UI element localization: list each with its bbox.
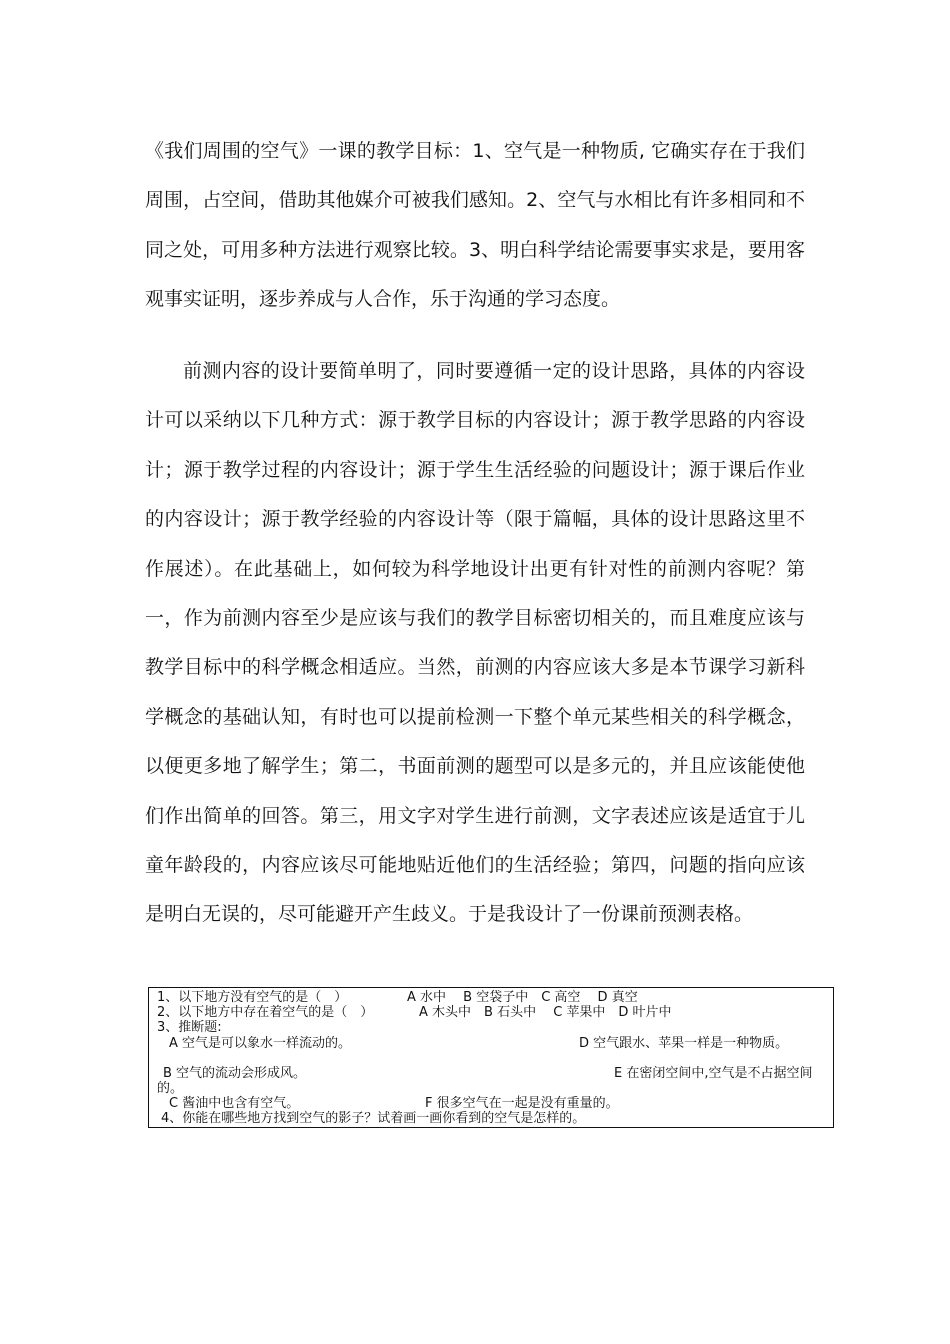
statement-e: E 在密闭空间中,空气是不占据空间 (614, 1066, 813, 1081)
pretest-table (148, 987, 834, 1128)
question-2-options: A 木头中 B 石头中 C 苹果中 D 叶片中 (419, 1005, 672, 1020)
statement-b: B 空气的流动会形成风。 (163, 1066, 307, 1081)
statement-e-continued: 的。 (157, 1081, 184, 1096)
statement-c: C 酱油中也含有空气。 (169, 1096, 300, 1111)
statement-d: D 空气跟水、苹果一样是一种物质。 (579, 1036, 789, 1051)
question-3: 3、推断题: (157, 1020, 222, 1035)
paragraph-teaching-goals: 《我们周围的空气》一课的教学目标：1、空气是一种物质, 它确实存在于我们周围，占空间，借助其他媒介可被我们感知。2、空气与水相比有许多相同和不同之处，可用多种方法进行观察比较。3、明白科学结论需要事实求是，要用客观事实证明，逐步养成与人合作，乐于沟通的学习态度。 (145, 140, 805, 311)
question-2: 2、以下地方中存在着空气的是（ ） (157, 1005, 374, 1020)
statement-f: F 很多空气在一起是没有重量的。 (425, 1096, 619, 1111)
question-1: 1、以下地方没有空气的是（ ） (157, 990, 348, 1005)
paragraph-pretest-design: 前测内容的设计要简单明了，同时要遵循一定的设计思路，具体的内容设计可以采纳以下几种方式：源于教学目标的内容设计；源于教学思路的内容设计；源于教学过程的内容设计；源于学生生活经验的问题设计；源于课后作业的内容设计；源于教学经验的内容设计等（限于篇幅，具体的设计思路这里不作展述）。在此基础上，如何较为科学地设计出更有针对性的前测内容呢？第一，作为前测内容至少是应该与我们的教学目标密切相关的，而且难度应该与教学目标中的科学概念相适应。当然，前测的内容应该大多是本节课学习新科学概念的基础认知，有时也可以提前检测一下整个单元某些相关的科学概念，以便更多地了解学生；第二，书面前测的题型可以是多元的，并且应该能使他们作出简单的回答。第三，用文字对学生进行前测，文字表述应该是适宜于儿童年龄段的，内容应该尽可能地贴近他们的生活经验；第四，问题的指向应该是明白无误的，尽可能避开产生歧义。于是我设计了一份课前预测表格。 (145, 360, 805, 926)
statement-a: A 空气是可以象水一样流动的。 (169, 1036, 352, 1051)
question-1-options: A 水中 B 空袋子中 C 高空 D 真空 (407, 990, 638, 1005)
question-4: 4、你能在哪些地方找到空气的影子？试着画一画你看到的空气是怎样的。 (161, 1111, 586, 1126)
